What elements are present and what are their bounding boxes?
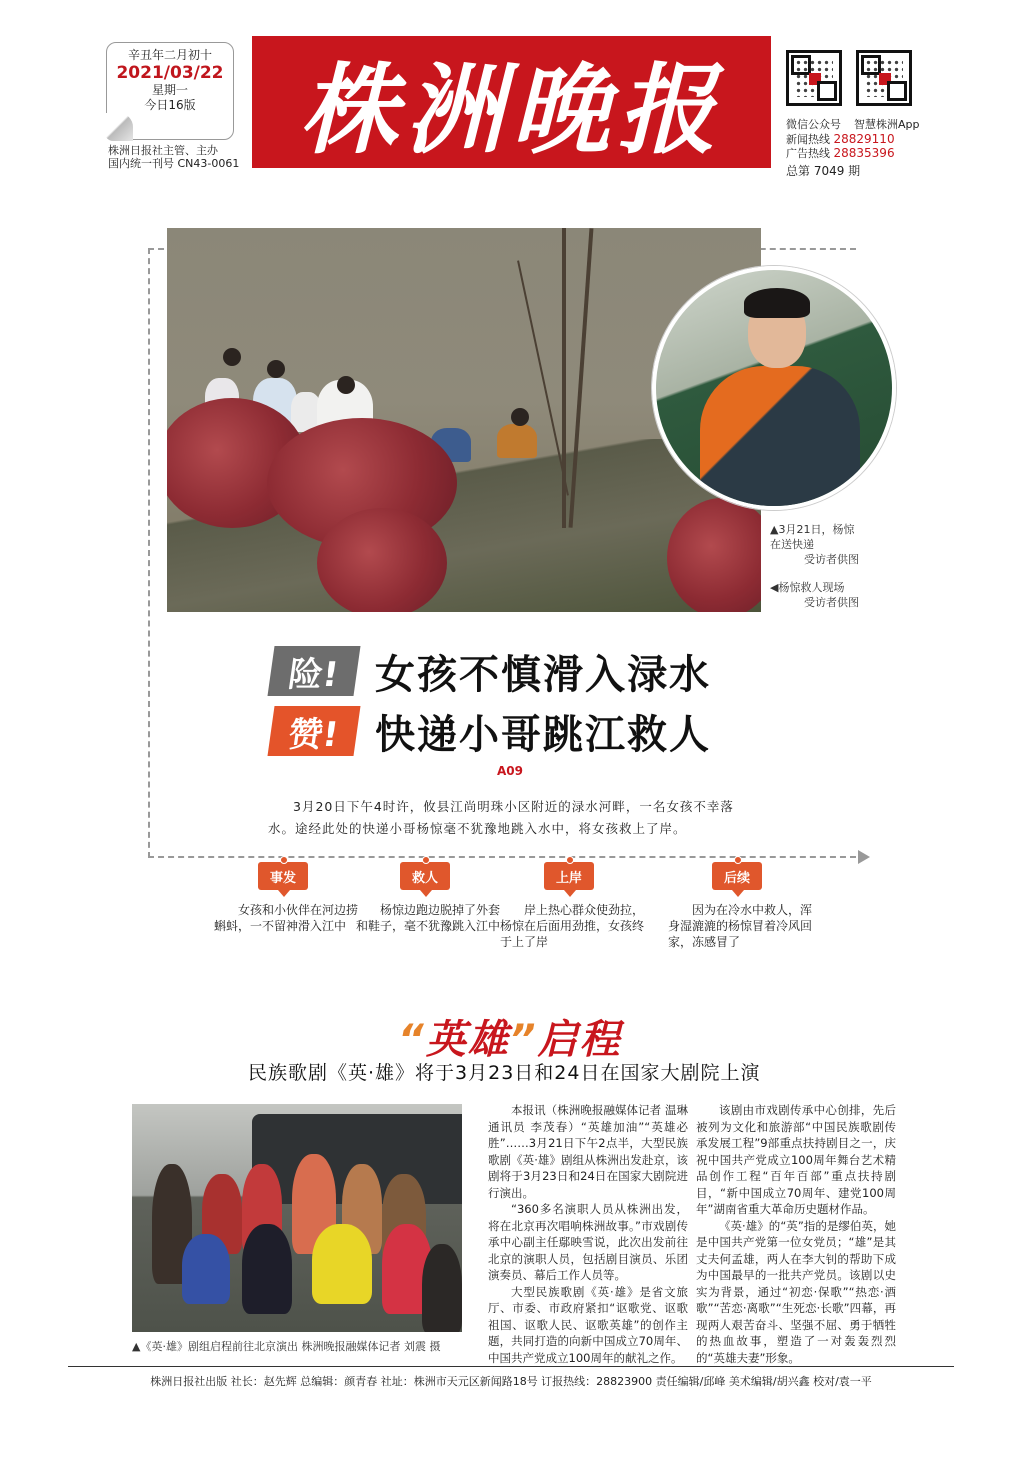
step-text: 女孩和小伙伴在河边捞蝌蚪，一不留神滑入江中 — [214, 903, 359, 933]
step-tag: 事发 — [258, 862, 308, 890]
opera-cast-group-photo[interactable] — [132, 1104, 462, 1332]
courier-portrait-photo[interactable] — [652, 266, 896, 510]
newspaper-title-banner — [252, 36, 771, 168]
ad-hotline — [786, 146, 895, 161]
step-tag: 救人 — [400, 862, 450, 890]
photo-credit: 受访者供图 — [804, 596, 859, 609]
ad-hotline-label: 广告热线 — [786, 147, 830, 160]
article-paragraph: “360多名演职人员从株洲出发，将在北京再次唱响株洲故事。”市戏剧传承中心副主任鄢映雪说，此次出发前往北京的演职人员，包括剧目演员、乐团演奏员、幕后工作人员等。 — [488, 1202, 688, 1282]
article-paragraph: 本报讯（株洲晚报融媒体记者 温琳 通讯员 李茂春）“英雄加油”“英雄必胜”……3月21日下午2点半，大型民族歌剧《英·雄》剧组从株洲出发赴京，该剧将于3月23日和24日在国家大剧院进行演出。 — [488, 1103, 688, 1200]
app-qr-label: 智慧株洲App — [854, 118, 920, 131]
news-hotline-label: 新闻热线 — [786, 133, 830, 146]
step-text: 因为在冷水中救人，浑身湿漉漉的杨惊冒着冷风回家，冻感冒了 — [668, 903, 813, 949]
newspaper-title: 株洲晚报 — [299, 52, 724, 168]
issue-date: 2021/03/22 — [116, 63, 224, 83]
date-tag — [106, 42, 234, 140]
hero-story-title[interactable] — [398, 1008, 622, 1065]
danger-badge: 险! — [267, 646, 360, 696]
news-hotline — [786, 132, 895, 147]
quote-mark: ” — [509, 1017, 538, 1063]
quote-mark: “ — [398, 1017, 426, 1063]
issue-number: 总第 7049 期 — [786, 164, 861, 178]
step-rescue — [356, 862, 506, 934]
app-qr-code-icon[interactable] — [856, 50, 912, 106]
caption-line: ◀杨惊救人现场 — [770, 581, 845, 594]
article-paragraph: 该剧由市戏剧传承中心创排，先后被列为文化和旅游部“中国民族歌剧传承发展工程”9部重点扶持剧目之一，庆祝中国共产党成立100周年舞台艺术精品创作工程“百年百部”重点扶持剧目，“新中国成立70周年、建党100周年”湖南省重大革命历史题材作品。 — [696, 1103, 896, 1216]
publisher-info — [108, 144, 239, 170]
wechat-qr-label: 微信公众号 — [786, 118, 841, 131]
footer-credits: 株洲日报社出版 社长：赵先辉 总编辑：颜青春 社址：株洲市天元区新闻路18号 订报热线：28823900 责任编辑/邱峰 美术编辑/胡兴鑫 校对/袁一平 — [150, 1375, 872, 1388]
wechat-qr-code-icon[interactable] — [786, 50, 842, 106]
title-part: 英雄 — [425, 1017, 510, 1063]
title-part: 启程 — [537, 1017, 622, 1063]
praise-badge: 赞! — [267, 706, 360, 756]
weekday: 星期一 — [151, 83, 188, 97]
step-tag: 上岸 — [544, 862, 594, 890]
page-reference-link[interactable]: A09 — [497, 764, 523, 778]
lead-paragraph: 3月20日下午4时许，攸县江尚明珠小区附近的渌水河畔，一名女孩不幸落水。途经此处的快递小哥杨惊毫不犹豫地跳入水中，将女孩救上了岸。 — [268, 799, 734, 836]
scene-caption — [770, 580, 859, 610]
news-hotline-number: 28829110 — [833, 132, 895, 146]
publisher-line: 株洲日报社主管、主办 — [108, 144, 218, 157]
arrow-right-icon — [858, 850, 870, 864]
step-tag: 后续 — [712, 862, 762, 890]
footer-divider — [68, 1366, 954, 1367]
photo-credit: 受访者供图 — [804, 553, 859, 566]
headline-text: 女孩不慎滑入渌水 — [375, 651, 711, 698]
headline-danger[interactable] — [271, 646, 711, 696]
ad-hotline-number: 28835396 — [833, 146, 895, 160]
article-column-2 — [696, 1102, 896, 1366]
headline-praise[interactable] — [271, 706, 711, 756]
page-count: 今日16版 — [144, 98, 196, 112]
hero-story-subtitle: 民族歌剧《英·雄》将于3月23日和24日在国家大剧院上演 — [248, 1062, 761, 1084]
headline-text: 快递小哥跳江救人 — [375, 711, 711, 758]
lunar-date: 辛丑年二月初十 — [127, 48, 212, 62]
step-incident — [214, 862, 364, 934]
page-curl-decoration — [105, 113, 133, 141]
group-photo-caption: ▲《英·雄》剧组启程前往北京演出 株洲晚报融媒体记者 刘震 摄 — [132, 1340, 441, 1353]
caption-line: ▲3月21日，杨惊 — [770, 523, 855, 536]
article-paragraph: 《英·雄》的“英”指的是缪伯英，她是中国共产党第一位女党员；“雄”是其丈夫何孟雄，两人在李大钊的帮助下成为中国最早的一批共产党员。该剧以史实为背景，通过“初恋·保歌”“热恋·酒歌”“苦恋·离歌”“生死恋·长歌”四幕，再现两人艰苦奋斗、坚强不屈、勇于牺牲的热血故事，塑造了一对轰轰烈烈的“英雄夫妻”形象。 — [696, 1218, 896, 1365]
step-text: 岸上热心群众使劲拉，杨惊在后面用劲推，女孩终于上了岸 — [500, 903, 645, 949]
step-aftermath — [668, 862, 818, 950]
publication-number: 国内统一刊号 CN43-0061 — [108, 157, 240, 170]
step-ashore — [500, 862, 650, 950]
step-text: 杨惊边跑边脱掉了外套和鞋子，毫不犹豫跳入江中 — [356, 903, 501, 933]
caption-line: 在送快递 — [770, 538, 814, 551]
courier-caption — [770, 522, 859, 567]
article-column-1 — [488, 1102, 688, 1366]
article-paragraph: 大型民族歌剧《英·雄》是省文旅厅、市委、市政府紧扣“讴歌党、讴歌祖国、讴歌人民、讴歌英雄”的创作主题，共同打造的向新中国成立70周年、中国共产党成立100周年的献礼之作。 — [488, 1284, 688, 1365]
